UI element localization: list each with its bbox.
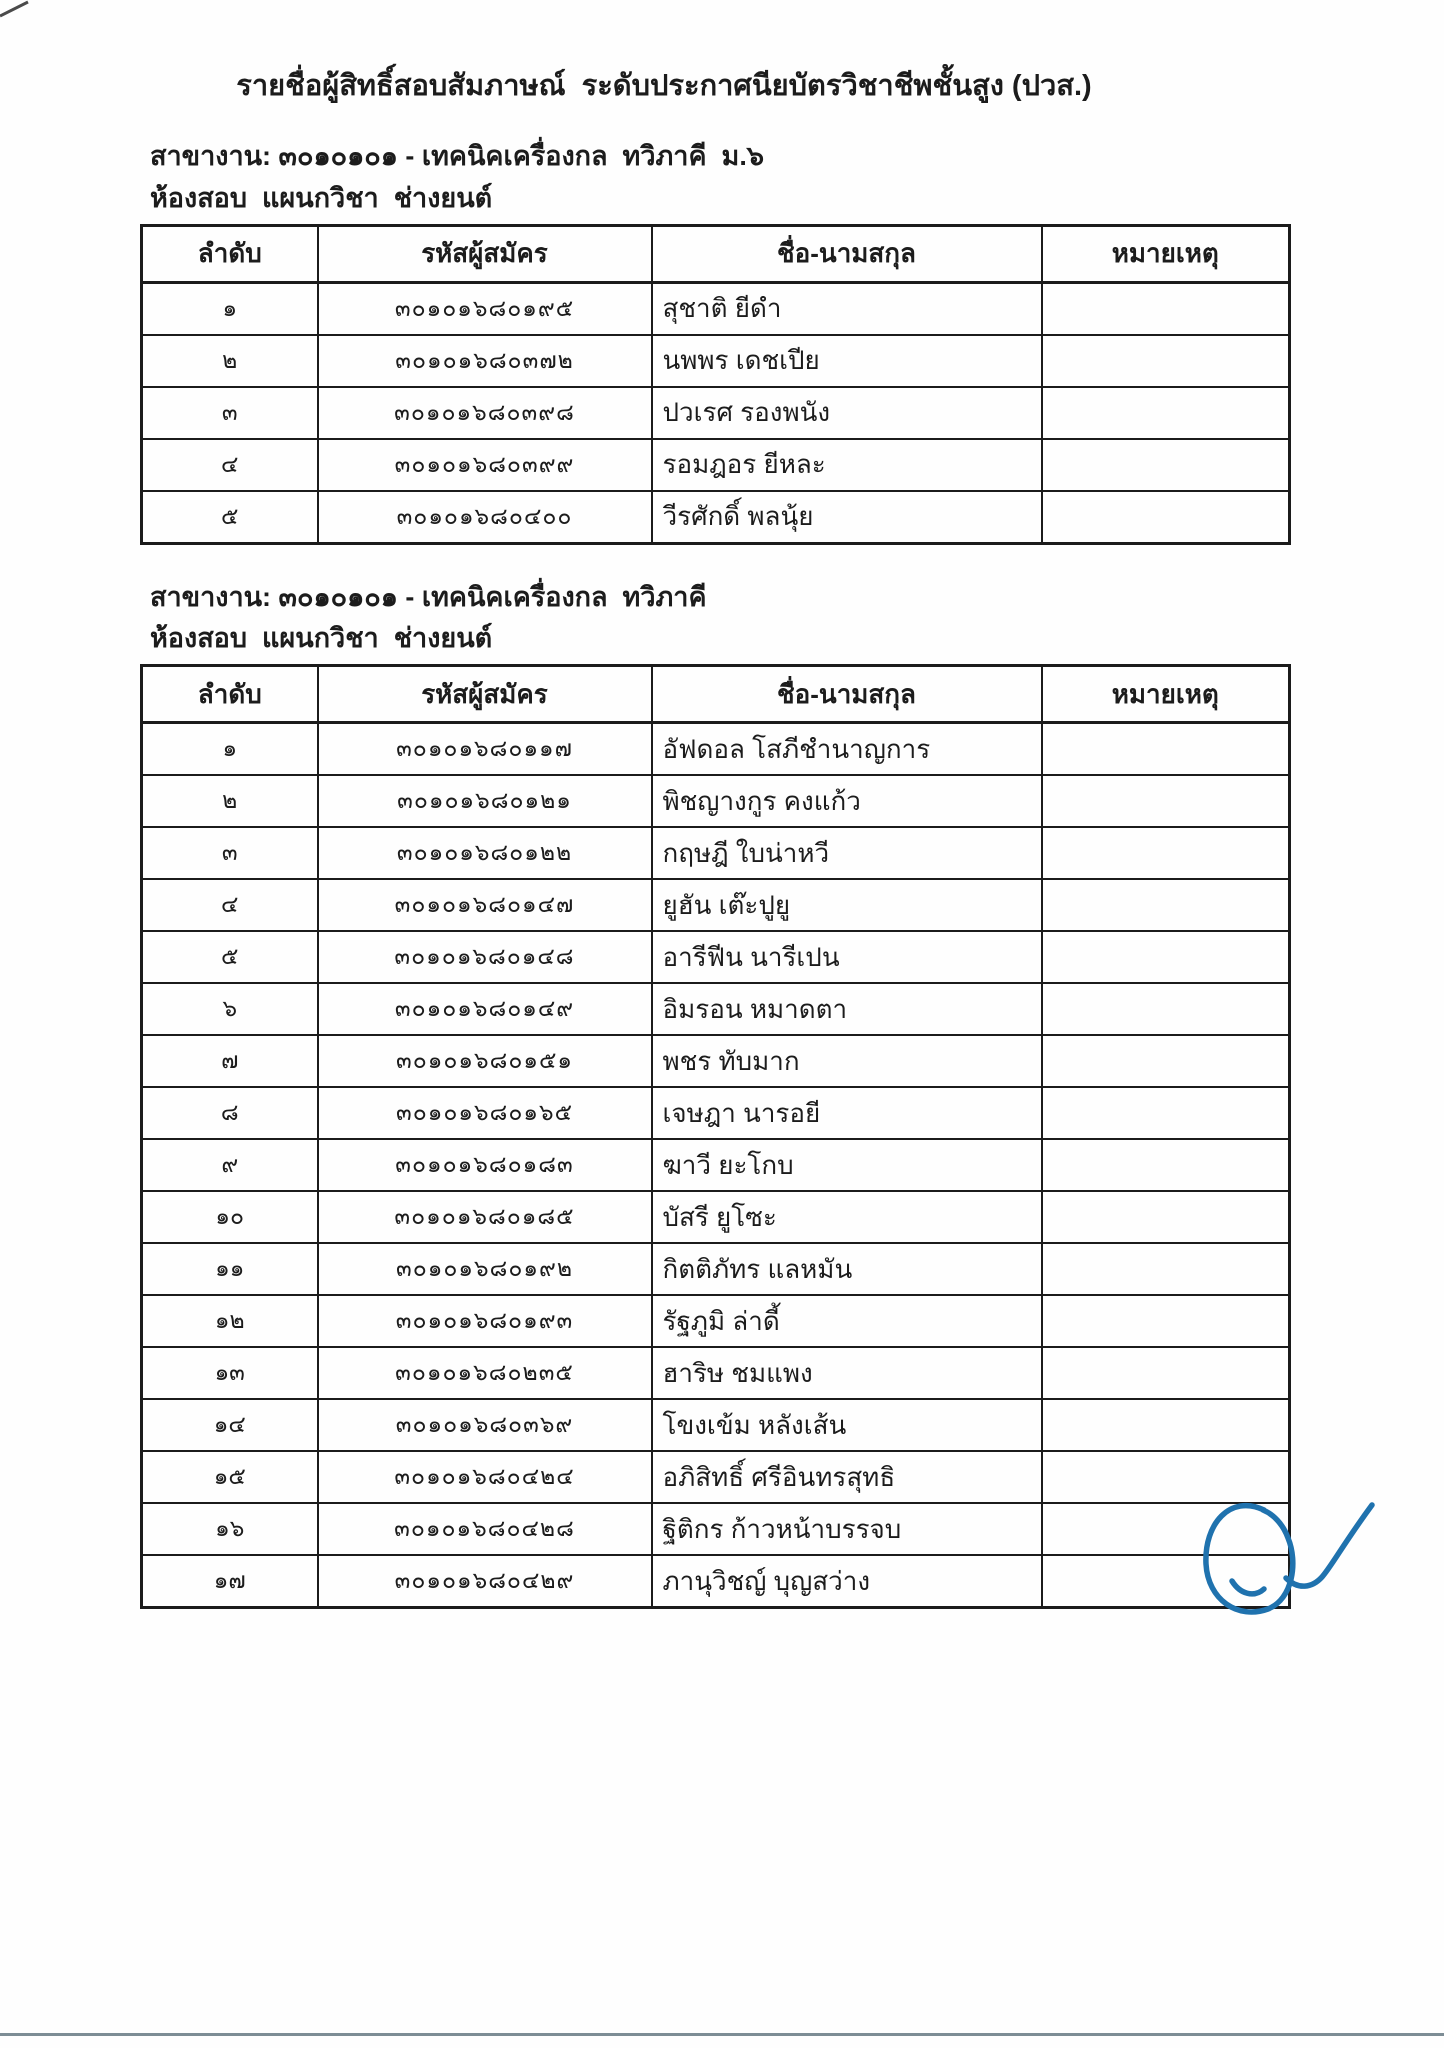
row-number-cell: ๑๒ bbox=[142, 1295, 318, 1347]
candidate-row bbox=[142, 282, 1290, 335]
candidate-row bbox=[142, 491, 1290, 544]
section-1 bbox=[140, 140, 1288, 545]
section-1-branch-line: สาขางาน: ๓๐๑๐๑๐๑ - เทคนิคเครื่องกล ทวิภาคี ม.๖ bbox=[150, 141, 764, 171]
candidate-row bbox=[142, 1451, 1290, 1503]
section-2-branch-line: สาขางาน: ๓๐๑๐๑๐๑ - เทคนิคเครื่องกล ทวิภาคี bbox=[150, 581, 707, 612]
note-cell bbox=[1042, 1399, 1290, 1451]
applicant-code-cell: ๓๐๑๐๑๖๘๐๔๒๔ bbox=[318, 1451, 652, 1503]
note-cell bbox=[1042, 1035, 1290, 1087]
applicant-code-cell: ๓๐๑๐๑๖๘๐๑๔๗ bbox=[318, 879, 652, 931]
applicant-name-cell: นพพร เดชเปีย bbox=[652, 335, 1042, 387]
applicant-code-cell: ๓๐๑๐๑๖๘๐๑๒๑ bbox=[318, 775, 652, 827]
applicant-name-cell: เจษฎา นารอยี bbox=[652, 1087, 1042, 1139]
candidate-row bbox=[142, 1035, 1290, 1087]
candidate-row bbox=[142, 1139, 1290, 1191]
applicant-code-cell: ๓๐๑๐๑๖๘๐๓๗๒ bbox=[318, 335, 652, 387]
applicant-name-cell: อิมรอน หมาดตา bbox=[652, 983, 1042, 1035]
table-header-row bbox=[142, 666, 1290, 723]
section-2-room-line: ห้องสอบ แผนกวิชา ช่างยนต์ bbox=[150, 623, 493, 654]
applicant-name-cell: รอมฎอร ยีหละ bbox=[652, 439, 1042, 491]
candidate-row bbox=[142, 439, 1290, 491]
applicant-code-cell: ๓๐๑๐๑๖๘๐๑๙๓ bbox=[318, 1295, 652, 1347]
applicant-name-cell: อภิสิทธิ์ ศรีอินทรสุทธิ bbox=[652, 1451, 1042, 1503]
applicant-name-cell: พิชญางกูร คงแก้ว bbox=[652, 775, 1042, 827]
note-cell bbox=[1042, 282, 1290, 335]
applicant-code-cell: ๓๐๑๐๑๖๘๐๔๒๙ bbox=[318, 1555, 652, 1608]
scan-edge-line bbox=[0, 2033, 1444, 2036]
row-number-cell: ๑๐ bbox=[142, 1191, 318, 1243]
row-number-cell: ๗ bbox=[142, 1035, 318, 1087]
row-number-cell: ๑๖ bbox=[142, 1503, 318, 1555]
section-2 bbox=[140, 581, 1288, 1610]
note-cell bbox=[1042, 827, 1290, 879]
applicant-name-cell: ภานุวิชญ์ บุญสว่าง bbox=[652, 1555, 1042, 1608]
applicant-name-cell: อัฟดอล โสภีชำนาญการ bbox=[652, 723, 1042, 776]
candidate-row bbox=[142, 1087, 1290, 1139]
applicant-name-cell: วีรศักดิ์ พลนุ้ย bbox=[652, 491, 1042, 544]
note-cell bbox=[1042, 1191, 1290, 1243]
applicant-code-cell: ๓๐๑๐๑๖๘๐๑๒๒ bbox=[318, 827, 652, 879]
row-number-cell: ๑ bbox=[142, 282, 318, 335]
note-cell bbox=[1042, 879, 1290, 931]
row-number-cell: ๑๗ bbox=[142, 1555, 318, 1608]
applicant-code-cell: ๓๐๑๐๑๖๘๐๓๙๙ bbox=[318, 439, 652, 491]
scan-artifact-mark bbox=[0, 0, 32, 18]
row-number-cell: ๒ bbox=[142, 335, 318, 387]
candidate-row bbox=[142, 931, 1290, 983]
note-cell bbox=[1042, 335, 1290, 387]
applicant-name-cell: ฆาวี ยะโกบ bbox=[652, 1139, 1042, 1191]
row-number-cell: ๘ bbox=[142, 1087, 318, 1139]
row-number-cell: ๑ bbox=[142, 723, 318, 776]
document-content bbox=[140, 62, 1288, 1645]
applicant-code-cell: ๓๐๑๐๑๖๘๐๑๘๕ bbox=[318, 1191, 652, 1243]
note-cell bbox=[1042, 1295, 1290, 1347]
note-cell bbox=[1042, 439, 1290, 491]
row-number-cell: ๓ bbox=[142, 827, 318, 879]
candidate-row bbox=[142, 1191, 1290, 1243]
applicant-code-cell: ๓๐๑๐๑๖๘๐๑๔๘ bbox=[318, 931, 652, 983]
row-number-cell: ๑๕ bbox=[142, 1451, 318, 1503]
note-cell bbox=[1042, 775, 1290, 827]
applicant-name-cell: ยูฮัน เต๊ะปูยู bbox=[652, 879, 1042, 931]
note-cell bbox=[1042, 491, 1290, 544]
column-header-note: หมายเหตุ bbox=[1042, 225, 1290, 282]
table-header-row bbox=[142, 225, 1290, 282]
applicant-name-cell: กฤษฎี ใบน่าหวี bbox=[652, 827, 1042, 879]
column-header-note: หมายเหตุ bbox=[1042, 666, 1290, 723]
candidate-row bbox=[142, 1503, 1290, 1555]
row-number-cell: ๒ bbox=[142, 775, 318, 827]
candidate-row bbox=[142, 879, 1290, 931]
row-number-cell: ๔ bbox=[142, 879, 318, 931]
candidate-row bbox=[142, 335, 1290, 387]
row-number-cell: ๕ bbox=[142, 931, 318, 983]
applicant-code-cell: ๓๐๑๐๑๖๘๐๓๖๙ bbox=[318, 1399, 652, 1451]
applicant-code-cell: ๓๐๑๐๑๖๘๐๔๒๘ bbox=[318, 1503, 652, 1555]
note-cell bbox=[1042, 1451, 1290, 1503]
row-number-cell: ๖ bbox=[142, 983, 318, 1035]
candidate-row bbox=[142, 983, 1290, 1035]
row-number-cell: ๑๑ bbox=[142, 1243, 318, 1295]
row-number-cell: ๙ bbox=[142, 1139, 318, 1191]
note-cell bbox=[1042, 1243, 1290, 1295]
applicant-name-cell: สุชาติ ยีดำ bbox=[652, 282, 1042, 335]
row-number-cell: ๑๔ bbox=[142, 1399, 318, 1451]
row-number-cell: ๕ bbox=[142, 491, 318, 544]
applicant-code-cell: ๓๐๑๐๑๖๘๐๓๙๘ bbox=[318, 387, 652, 439]
section-1-room-line: ห้องสอบ แผนกวิชา ช่างยนต์ bbox=[150, 182, 493, 213]
applicant-name-cell: ฮาริษ ชมแพง bbox=[652, 1347, 1042, 1399]
candidate-row bbox=[142, 1347, 1290, 1399]
note-cell bbox=[1042, 387, 1290, 439]
applicant-code-cell: ๓๐๑๐๑๖๘๐๒๓๕ bbox=[318, 1347, 652, 1399]
row-number-cell: ๑๓ bbox=[142, 1347, 318, 1399]
row-number-cell: ๓ bbox=[142, 387, 318, 439]
candidate-table-1 bbox=[140, 224, 1291, 545]
applicant-code-cell: ๓๐๑๐๑๖๘๐๑๙๕ bbox=[318, 282, 652, 335]
candidate-row bbox=[142, 775, 1290, 827]
candidate-row bbox=[142, 827, 1290, 879]
applicant-code-cell: ๓๐๑๐๑๖๘๐๑๔๙ bbox=[318, 983, 652, 1035]
note-cell bbox=[1042, 723, 1290, 776]
applicant-name-cell: บัสรี ยูโซะ bbox=[652, 1191, 1042, 1243]
note-cell bbox=[1042, 983, 1290, 1035]
applicant-code-cell: ๓๐๑๐๑๖๘๐๑๘๓ bbox=[318, 1139, 652, 1191]
note-cell bbox=[1042, 1139, 1290, 1191]
applicant-code-cell: ๓๐๑๐๑๖๘๐๔๐๐ bbox=[318, 491, 652, 544]
column-header-code: รหัสผู้สมัคร bbox=[318, 225, 652, 282]
note-cell bbox=[1042, 1503, 1290, 1555]
document-title: รายชื่อผู้สิทธิ์สอบสัมภาษณ์ ระดับประกาศนียบัตรวิชาชีพชั้นสูง (ปวส.) bbox=[236, 70, 1092, 102]
row-number-cell: ๔ bbox=[142, 439, 318, 491]
candidate-row bbox=[142, 1399, 1290, 1451]
applicant-name-cell: พชร ทับมาก bbox=[652, 1035, 1042, 1087]
applicant-code-cell: ๓๐๑๐๑๖๘๐๑๑๗ bbox=[318, 723, 652, 776]
note-cell bbox=[1042, 931, 1290, 983]
column-header-name: ชื่อ-นามสกุล bbox=[652, 225, 1042, 282]
applicant-code-cell: ๓๐๑๐๑๖๘๐๑๙๒ bbox=[318, 1243, 652, 1295]
applicant-name-cell: ฐิติกร ก้าวหน้าบรรจบ bbox=[652, 1503, 1042, 1555]
candidate-row bbox=[142, 1295, 1290, 1347]
applicant-name-cell: รัฐภูมิ ล่าดี้ bbox=[652, 1295, 1042, 1347]
applicant-name-cell: อารีฟีน นารีเปน bbox=[652, 931, 1042, 983]
applicant-code-cell: ๓๐๑๐๑๖๘๐๑๕๑ bbox=[318, 1035, 652, 1087]
applicant-code-cell: ๓๐๑๐๑๖๘๐๑๖๕ bbox=[318, 1087, 652, 1139]
candidate-row bbox=[142, 1243, 1290, 1295]
applicant-name-cell: กิตติภัทร แลหมัน bbox=[652, 1243, 1042, 1295]
note-cell bbox=[1042, 1347, 1290, 1399]
candidate-row bbox=[142, 387, 1290, 439]
note-cell bbox=[1042, 1555, 1290, 1608]
column-header-no: ลำดับ bbox=[142, 666, 318, 723]
column-header-code: รหัสผู้สมัคร bbox=[318, 666, 652, 723]
candidate-table-2 bbox=[140, 664, 1291, 1609]
candidate-row bbox=[142, 723, 1290, 776]
applicant-name-cell: โขงเข้ม หลังเส้น bbox=[652, 1399, 1042, 1451]
column-header-no: ลำดับ bbox=[142, 225, 318, 282]
column-header-name: ชื่อ-นามสกุล bbox=[652, 666, 1042, 723]
candidate-row bbox=[142, 1555, 1290, 1608]
note-cell bbox=[1042, 1087, 1290, 1139]
applicant-name-cell: ปวเรศ รองพนัง bbox=[652, 387, 1042, 439]
